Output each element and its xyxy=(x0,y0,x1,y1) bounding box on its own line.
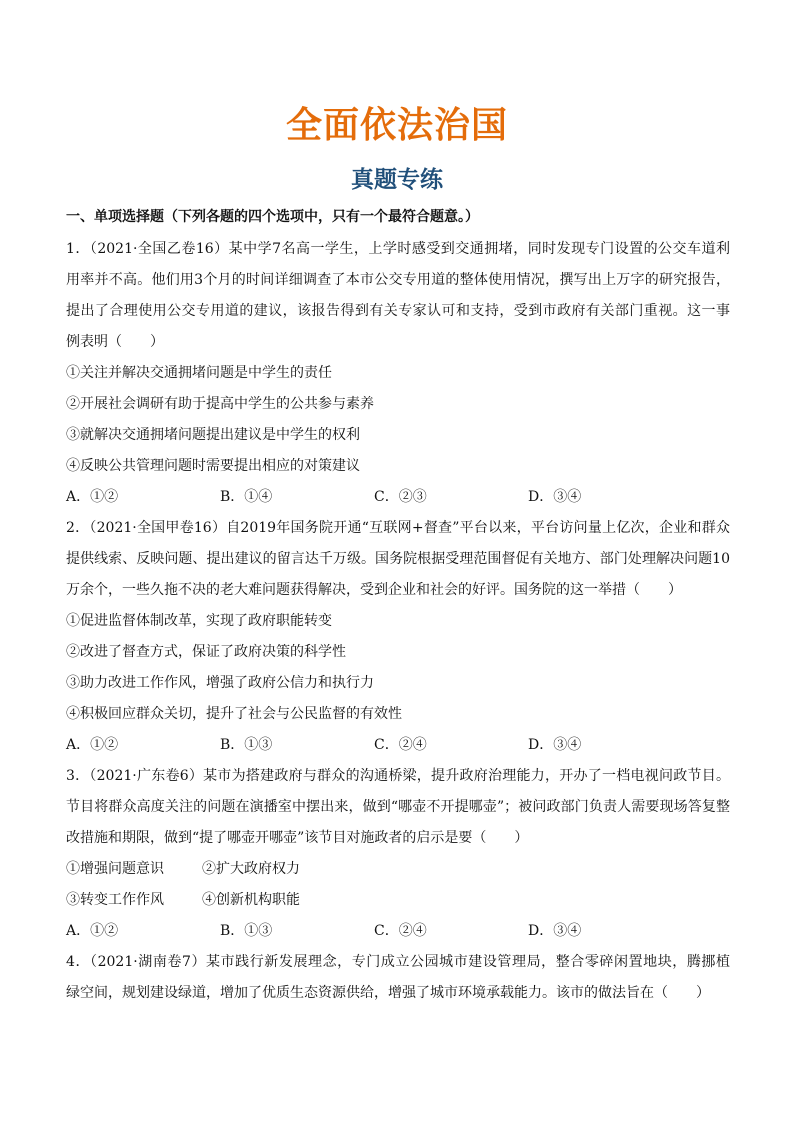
statement-item: ②扩大政府权力 xyxy=(202,861,300,877)
question-stem-line: 用率并不高。他们用3个月的时间详细调查了本市公交专用道的整体使用情况，撰写出上万字的研究报告， xyxy=(66,272,730,288)
choice-b[interactable]: B．①③ xyxy=(220,923,273,939)
question-stem-line: 4．（2021·湖南卷7）某市践行新发展理念，专门成立公园城市建设管理局，整合零碎闲置地块，腾挪植 xyxy=(66,954,730,970)
question-stem-line: 2．（2021·全国甲卷16）自2019年国务院开通“互联网+督查”平台以来，平台访问量上亿次，企业和群众 xyxy=(66,520,730,536)
choice-c[interactable]: C．②③ xyxy=(374,489,427,505)
section-heading: 一、单项选择题（下列各题的四个选项中，只有一个最符合题意。） xyxy=(66,209,479,225)
statement-item: ③助力改进工作作风，增强了政府公信力和执行力 xyxy=(66,675,374,691)
choice-a[interactable]: A．①② xyxy=(66,923,119,939)
statement-item: ④反映公共管理问题时需要提出相应的对策建议 xyxy=(66,458,360,474)
choice-a[interactable]: A．①② xyxy=(66,737,119,753)
statement-item: ③就解决交通拥堵问题提出建议是中学生的权利 xyxy=(66,427,360,443)
question-stem-line: 1．（2021·全国乙卷16）某中学7名高一学生，上学时感受到交通拥堵，同时发现专门设置的公交车道利 xyxy=(66,241,730,257)
statement-pair-row xyxy=(66,854,730,885)
question-stem-line: 节目将群众高度关注的问题在演播室中摆出来，做到“哪壶不开提哪壶”；被问政部门负责人需要现场答复整 xyxy=(66,799,730,815)
question-2 xyxy=(66,513,730,761)
statement-item: ①增强问题意识 xyxy=(66,861,164,877)
question-4 xyxy=(66,947,730,1009)
statement-item: ①促进监督体制改革，实现了政府职能转变 xyxy=(66,613,332,629)
statement-item: ②开展社会调研有助于提高中学生的公共参与素养 xyxy=(66,396,374,412)
answer-choices xyxy=(66,730,730,761)
choice-d[interactable]: D．③④ xyxy=(528,489,582,505)
statement-item: ④创新机构职能 xyxy=(202,892,300,908)
choice-d[interactable]: D．③④ xyxy=(528,923,582,939)
statement-pair-row xyxy=(66,885,730,916)
question-stem-line: 提供线索、反映问题、提出建议的留言达千万级。国务院根据受理范围督促有关地方、部门处理解决问题10 xyxy=(66,551,730,567)
statement-item: ④积极回应群众关切，提升了社会与公民监督的有效性 xyxy=(66,706,402,722)
answer-choices xyxy=(66,482,730,513)
question-3 xyxy=(66,761,730,947)
choice-d[interactable]: D．③④ xyxy=(528,737,582,753)
answer-choices xyxy=(66,916,730,947)
question-stem-line: 例表明（ ） xyxy=(66,334,164,350)
choice-b[interactable]: B．①④ xyxy=(220,489,273,505)
document-title: 全面依法治国 xyxy=(285,105,508,146)
choice-c[interactable]: C．②④ xyxy=(374,923,427,939)
question-1 xyxy=(66,234,730,513)
question-stem-line: 绿空间，规划建设绿道，增加了优质生态资源供给，增强了城市环境承载能力。该市的做法旨在（ ） xyxy=(66,985,710,1001)
document-subtitle: 真题专练 xyxy=(351,166,443,193)
statement-item: ③转变工作作风 xyxy=(66,892,164,908)
question-stem-line: 3．（2021·广东卷6）某市为搭建政府与群众的沟通桥梁，提升政府治理能力，开办了一档电视问政节目。 xyxy=(66,768,730,784)
statement-item: ②改进了督查方式，保证了政府决策的科学性 xyxy=(66,644,346,660)
choice-b[interactable]: B．①③ xyxy=(220,737,273,753)
question-stem-line: 万余个，一些久拖不决的老大难问题获得解决，受到企业和社会的好评。国务院的这一举措（ ） xyxy=(66,582,682,598)
question-stem-line: 提出了合理使用公交专用道的建议，该报告得到有关专家认可和支持，受到市政府有关部门重视。这一事 xyxy=(66,303,730,319)
question-list xyxy=(66,234,730,1009)
choice-c[interactable]: C．②④ xyxy=(374,737,427,753)
question-stem-line: 改措施和期限，做到“提了哪壶开哪壶”该节目对施政者的启示是要（ ） xyxy=(66,830,529,846)
choice-a[interactable]: A．①② xyxy=(66,489,119,505)
statement-item: ①关注并解决交通拥堵问题是中学生的责任 xyxy=(66,365,332,381)
